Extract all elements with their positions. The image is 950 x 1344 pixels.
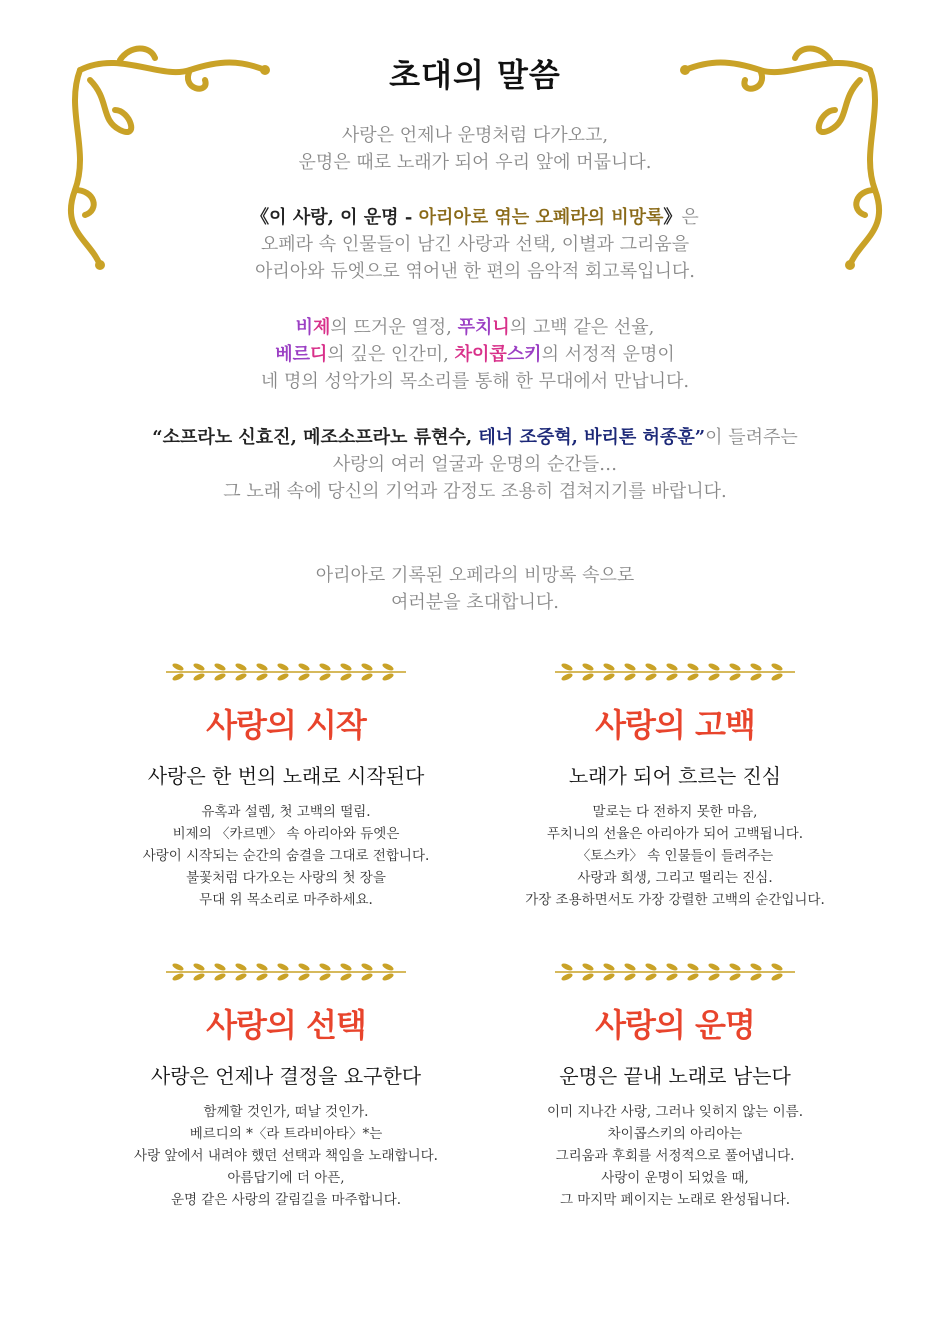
intro-paragraph-3: [0, 314, 950, 395]
laurel-leaf: [707, 662, 720, 672]
laurel-leaf: [360, 972, 373, 982]
laurel-leaf: [665, 662, 678, 672]
laurel-leaf: [686, 662, 699, 672]
section-title: 사랑의 시작: [206, 706, 366, 744]
program-title-close: 》: [663, 207, 682, 228]
section-body: [86, 801, 486, 911]
laurel-ornament-icon: [545, 658, 805, 686]
laurel-leaf: [644, 972, 657, 982]
laurel-leaf: [602, 962, 615, 972]
laurel-leaf: [255, 962, 268, 972]
laurel-leaf: [234, 962, 247, 972]
laurel-leaf: [318, 962, 331, 972]
laurel-leaf: [770, 972, 783, 982]
body-line: 이미 지나간 사랑, 그러나 잊히지 않는 이름.: [546, 1104, 804, 1120]
laurel-leaf: [581, 962, 594, 972]
laurel-leaf: [728, 672, 741, 682]
laurel-leaf: [297, 672, 310, 682]
body-line: 불꽃처럼 다가오는 사랑의 첫 장을: [186, 870, 386, 886]
section-title: 사랑의 선택: [206, 1006, 366, 1044]
laurel-leaf: [213, 962, 226, 972]
laurel-leaf: [728, 662, 741, 672]
laurel-leaf: [707, 962, 720, 972]
laurel-leaf: [339, 972, 352, 982]
intro-paragraph-4: [0, 424, 950, 505]
body-line: 가장 조용하면서도 가장 강렬한 고백의 순간입니다.: [525, 892, 825, 908]
laurel-leaf: [255, 972, 268, 982]
laurel-leaf: [339, 672, 352, 682]
composer-name: 비: [295, 317, 313, 338]
laurel-leaf: [255, 672, 268, 682]
body-line: 운명 같은 사랑의 갈림길을 마주합니다.: [170, 1192, 402, 1208]
laurel-leaf: [665, 972, 678, 982]
section-subtitle: 운명은 끝내 노래로 남는다: [559, 1064, 791, 1088]
laurel-leaf: [749, 672, 762, 682]
laurel-leaf: [560, 972, 573, 982]
body-line: 사랑과 희생, 그리고 떨리는 진심.: [577, 870, 773, 886]
laurel-leaf: [686, 672, 699, 682]
laurel-leaf: [749, 962, 762, 972]
laurel-leaf: [276, 962, 289, 972]
laurel-leaf: [665, 672, 678, 682]
laurel-leaf: [686, 972, 699, 982]
section-body: [475, 1101, 875, 1211]
body-line: 그 마지막 페이지는 노래로 완성됩니다.: [559, 1192, 791, 1208]
body-line: 무대 위 목소리로 마주하세요.: [199, 892, 373, 908]
laurel-leaf: [686, 962, 699, 972]
body-line: 말로는 다 전하지 못한 마음,: [592, 804, 758, 820]
intro-line: 아리아와 듀엣으로 엮어낸 한 편의 음악적 회고록입니다.: [255, 261, 695, 282]
laurel-leaf: [623, 962, 636, 972]
laurel-leaf: [623, 972, 636, 982]
intro-line: 운명은 때로 노래가 되어 우리 앞에 머뭅니다.: [298, 152, 652, 173]
laurel-leaf: [171, 962, 184, 972]
laurel-leaf: [171, 662, 184, 672]
body-line: 푸치니의 선율은 아리아가 되어 고백됩니다.: [546, 826, 804, 842]
body-line: 사랑이 운명이 되었을 때,: [601, 1170, 749, 1186]
laurel-leaf: [318, 672, 331, 682]
laurel-leaf: [644, 962, 657, 972]
intro-line: 아리아로 기록된 오페라의 비망록 속으로: [315, 565, 635, 586]
laurel-leaf: [728, 972, 741, 982]
body-line: 아름답기에 더 아픈,: [227, 1170, 345, 1186]
page-title: 초대의 말씀: [389, 56, 561, 94]
singers: “소프라노 신효진, 메조소프라노 류현수,: [152, 427, 479, 448]
laurel-leaf: [339, 962, 352, 972]
composer-name: 제: [313, 317, 331, 338]
body-line: 사랑이 시작되는 순간의 숨결을 그대로 전합니다.: [142, 848, 430, 864]
laurel-leaf: [297, 662, 310, 672]
laurel-leaf: [581, 972, 594, 982]
program-title: 《이 사랑, 이 운명 -: [251, 207, 419, 228]
laurel-leaf: [192, 962, 205, 972]
laurel-leaf: [213, 972, 226, 982]
intro-line: 《이 사랑, 이 운명 - 아리아로 엮는 오페라의 비망록》은: [251, 207, 699, 228]
intro-paragraph-2: [0, 204, 950, 285]
intro-line: 사랑의 여러 얼굴과 운명의 순간들…: [332, 454, 618, 475]
laurel-leaf: [360, 672, 373, 682]
intro-line: 베르디의 깊은 인간미, 차이콥스키의 서정적 운명이: [275, 344, 675, 365]
laurel-leaf: [192, 672, 205, 682]
laurel-leaf: [623, 672, 636, 682]
laurel-leaf: [707, 972, 720, 982]
laurel-leaf: [581, 672, 594, 682]
laurel-leaf: [560, 962, 573, 972]
intro-line: 네 명의 성악가의 목소리를 통해 한 무대에서 만납니다.: [260, 371, 690, 392]
laurel-leaf: [276, 662, 289, 672]
laurel-leaf: [581, 662, 594, 672]
laurel-leaf: [360, 962, 373, 972]
laurel-ornament-icon: [545, 958, 805, 986]
section-love-destiny: [475, 958, 875, 1211]
laurel-leaf: [297, 972, 310, 982]
laurel-leaf: [213, 672, 226, 682]
composer-name: 디: [310, 344, 328, 365]
section-title: 사랑의 고백: [595, 706, 755, 744]
laurel-leaf: [213, 662, 226, 672]
intro-line: 오페라 속 인물들이 남긴 사랑과 선택, 이별과 그리움을: [260, 234, 690, 255]
composer-name: 베르: [275, 344, 311, 365]
intro-line: 사랑은 언제나 운명처럼 다가오고,: [341, 125, 609, 146]
body-line: 차이콥스키의 아리아는: [607, 1126, 743, 1142]
laurel-leaf: [171, 672, 184, 682]
laurel-ornament-icon: [156, 658, 416, 686]
section-body: [475, 801, 875, 911]
laurel-leaf: [770, 662, 783, 672]
laurel-leaf: [360, 662, 373, 672]
laurel-leaf: [560, 672, 573, 682]
laurel-leaf: [276, 972, 289, 982]
laurel-leaf: [297, 962, 310, 972]
laurel-leaf: [318, 662, 331, 672]
intro-line: 비제의 뜨거운 열정, 푸치니의 고백 같은 선율,: [295, 317, 655, 338]
laurel-leaf: [381, 972, 394, 982]
body-line: 그리움과 후회를 서정적으로 풀어냅니다.: [555, 1148, 795, 1164]
laurel-leaf: [234, 662, 247, 672]
laurel-leaf: [602, 672, 615, 682]
composer-name: 차이콥: [454, 344, 507, 365]
body-line: 〈토스카〉 속 인물들이 들려주는: [576, 848, 774, 864]
composer-name: 스키: [506, 344, 542, 365]
body-line: 유혹과 설렘, 첫 고백의 떨림.: [201, 804, 371, 820]
laurel-leaf: [171, 972, 184, 982]
intro-line: 그 노래 속에 당신의 기억과 감정도 조용히 겹쳐지기를 바랍니다.: [223, 481, 727, 502]
laurel-leaf: [255, 662, 268, 672]
intro-line: “소프라노 신효진, 메조소프라노 류현수, 테너 조중혁, 바리톤 허종훈”이 들려주는: [152, 427, 798, 448]
composer-name: 니: [492, 317, 510, 338]
section-love-beginning: [86, 658, 486, 911]
laurel-leaf: [381, 672, 394, 682]
laurel-leaf: [665, 962, 678, 972]
laurel-leaf: [623, 662, 636, 672]
laurel-leaf: [381, 962, 394, 972]
laurel-leaf: [602, 662, 615, 672]
section-subtitle: 사랑은 한 번의 노래로 시작된다: [147, 764, 425, 788]
section-title: 사랑의 운명: [595, 1006, 755, 1044]
laurel-leaf: [276, 672, 289, 682]
laurel-ornament-icon: [156, 958, 416, 986]
laurel-leaf: [644, 672, 657, 682]
intro-paragraph-1: [0, 122, 950, 176]
section-subtitle: 사랑은 언제나 결정을 요구한다: [150, 1064, 422, 1088]
body-line: 함께할 것인가, 떠날 것인가.: [203, 1104, 369, 1120]
laurel-leaf: [602, 972, 615, 982]
body-line: 사랑 앞에서 내려야 했던 선택과 책임을 노래합니다.: [134, 1148, 438, 1164]
laurel-leaf: [560, 662, 573, 672]
intro-line: 여러분을 초대합니다.: [391, 592, 559, 613]
laurel-leaf: [770, 962, 783, 972]
laurel-leaf: [707, 672, 720, 682]
singers: 테너 조중혁, 바리톤 허종훈”: [478, 427, 706, 448]
body-line: 베르디의 *〈라 트라비아타〉*는: [189, 1126, 383, 1142]
intro-paragraph-5: [0, 562, 950, 616]
laurel-leaf: [318, 972, 331, 982]
body-line: 비제의 〈카르멘〉 속 아리아와 듀엣은: [172, 826, 400, 842]
section-love-choice: [86, 958, 486, 1211]
laurel-leaf: [749, 972, 762, 982]
laurel-leaf: [192, 662, 205, 672]
section-love-confession: [475, 658, 875, 911]
laurel-leaf: [339, 662, 352, 672]
program-subtitle: 아리아로 엮는 오페라의 비망록: [418, 207, 664, 228]
laurel-leaf: [770, 672, 783, 682]
laurel-leaf: [749, 662, 762, 672]
laurel-leaf: [192, 972, 205, 982]
laurel-leaf: [728, 962, 741, 972]
laurel-leaf: [234, 972, 247, 982]
laurel-leaf: [234, 672, 247, 682]
section-subtitle: 노래가 되어 흐르는 진심: [568, 764, 782, 788]
section-body: [86, 1101, 486, 1211]
composer-name: 푸치: [457, 317, 493, 338]
laurel-leaf: [381, 662, 394, 672]
laurel-leaf: [644, 662, 657, 672]
